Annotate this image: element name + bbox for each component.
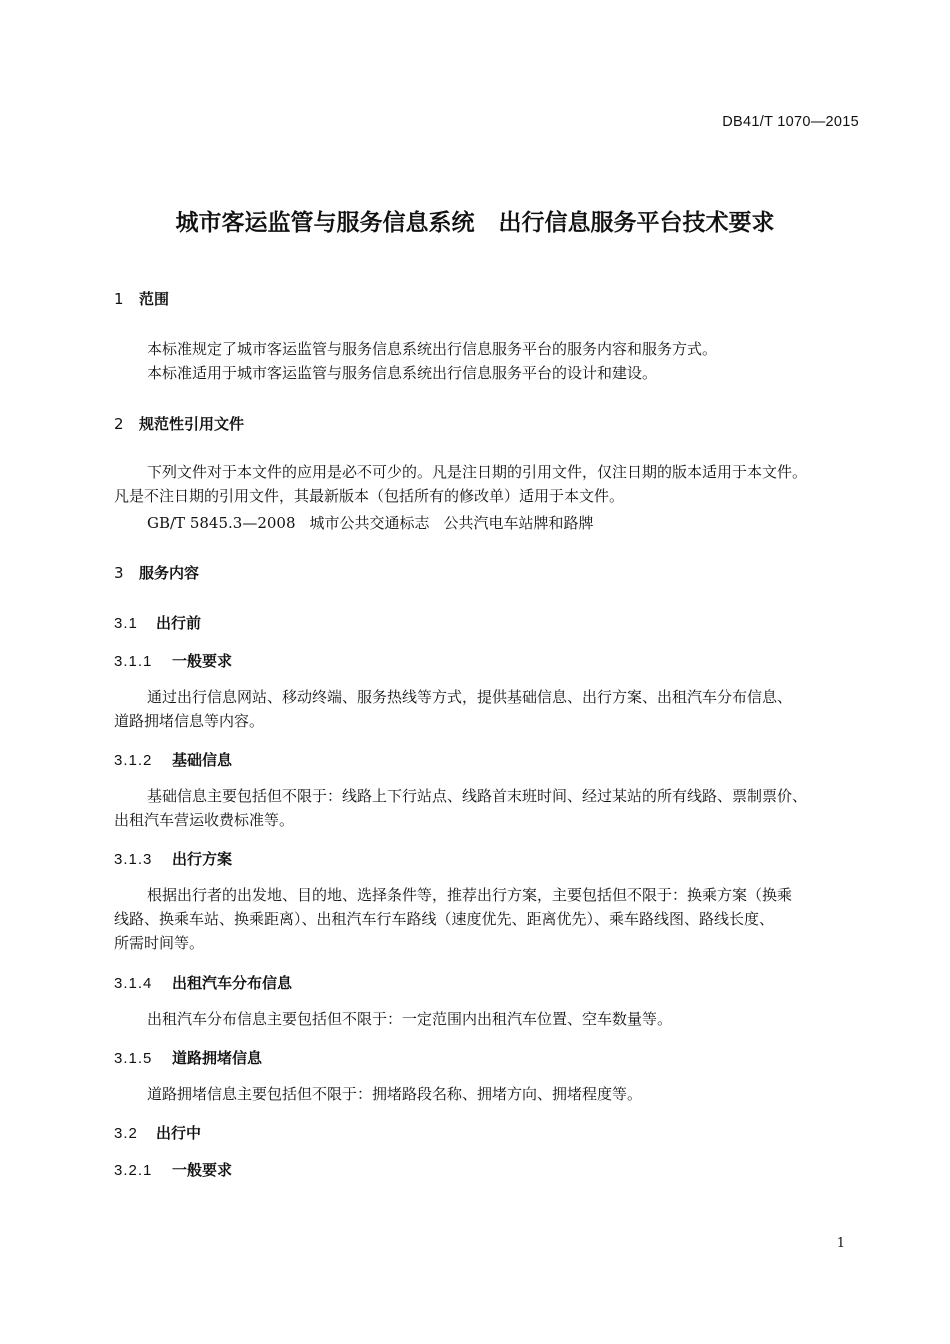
section-title: 出行中 [156, 1124, 202, 1142]
section-title: 范围 [139, 290, 170, 308]
section-3-1-heading [114, 612, 201, 633]
section-3-1-2-line-2: 出租汽车营运收费标准等。 [114, 811, 295, 829]
section-3-1-3-line-1: 根据出行者的出发地、目的地、选择条件等，推荐出行方案，主要包括但不限于：换乘方案（换乘 [147, 886, 793, 904]
section-3-1-4-line-1: 出租汽车分布信息主要包括但不限于：一定范围内出租汽车位置、空车数量等。 [147, 1010, 673, 1028]
section-number: 3.1.1 [114, 653, 153, 670]
section-3-heading [114, 562, 199, 583]
section-number: 3.1 [114, 615, 138, 632]
section-3-2-heading [114, 1122, 201, 1143]
section-3-1-3-line-3: 所需时间等。 [114, 934, 205, 952]
section-2-paragraph-line-1: 下列文件对于本文件的应用是必不可少的。凡是注日期的引用文件，仅注日期的版本适用于本文件。 [147, 463, 808, 481]
document-title [0, 204, 950, 237]
section-1-paragraph-1: 本标准规定了城市客运监管与服务信息系统出行信息服务平台的服务内容和服务方式。 [147, 340, 718, 358]
section-number: 3.2.1 [114, 1162, 153, 1179]
section-title: 一般要求 [172, 1161, 233, 1179]
section-3-2-1-heading [114, 1159, 232, 1180]
normative-reference [147, 512, 594, 533]
reference-code: GB/T 5845.3—2008 [147, 514, 296, 532]
section-3-1-1-line-1: 通过出行信息网站、移动终端、服务热线等方式，提供基础信息、出行方案、出租汽车分布信息、 [147, 688, 793, 706]
section-title: 道路拥堵信息 [172, 1049, 263, 1067]
section-3-1-5-line-1: 道路拥堵信息主要包括但不限于：拥堵路段名称、拥堵方向、拥堵程度等。 [147, 1085, 643, 1103]
section-number: 3.1.5 [114, 1050, 153, 1067]
section-3-1-3-line-2: 线路、换乘车站、换乘距离）、出租汽车行车路线（速度优先、距离优先）、乘车路线图、路线长度、 [114, 910, 775, 928]
section-3-1-1-heading [114, 650, 232, 671]
section-title: 出行方案 [172, 850, 233, 868]
section-title: 规范性引用文件 [139, 415, 245, 433]
section-1-paragraph-2: 本标准适用于城市客运监管与服务信息系统出行信息服务平台的设计和建设。 [147, 364, 658, 382]
section-title: 出行前 [156, 614, 202, 632]
section-number: 3.2 [114, 1125, 138, 1142]
section-2-heading [114, 413, 244, 434]
section-number: 1 [114, 290, 124, 308]
section-3-1-2-line-1: 基础信息主要包括但不限于：线路上下行站点、线路首末班时间、经过某站的所有线路、票制票价、 [147, 787, 808, 805]
section-1-heading [114, 288, 169, 309]
standard-code: DB41/T 1070—2015 [722, 114, 859, 130]
section-3-1-1-line-2: 道路拥堵信息等内容。 [114, 712, 265, 730]
section-number: 3.1.2 [114, 752, 153, 769]
section-title: 出租汽车分布信息 [172, 974, 293, 992]
reference-title-1: 城市公共交通标志 [309, 514, 430, 532]
section-3-1-5-heading [114, 1047, 262, 1068]
reference-title-2: 公共汽电车站牌和路牌 [443, 514, 594, 532]
page-number: 1 [836, 1236, 845, 1251]
section-title: 一般要求 [172, 652, 233, 670]
section-number: 2 [114, 415, 124, 433]
section-number: 3.1.3 [114, 851, 153, 868]
section-title: 服务内容 [139, 564, 200, 582]
section-3-1-2-heading [114, 749, 232, 770]
section-3-1-3-heading [114, 848, 232, 869]
section-number: 3.1.4 [114, 975, 153, 992]
title-part-1: 城市客运监管与服务信息系统 [175, 210, 475, 236]
section-2-paragraph-line-2: 凡是不注日期的引用文件，其最新版本（包括所有的修改单）适用于本文件。 [114, 487, 625, 505]
section-title: 基础信息 [172, 751, 233, 769]
section-number: 3 [114, 564, 124, 582]
section-3-1-4-heading [114, 972, 292, 993]
title-part-2: 出行信息服务平台技术要求 [498, 210, 775, 236]
